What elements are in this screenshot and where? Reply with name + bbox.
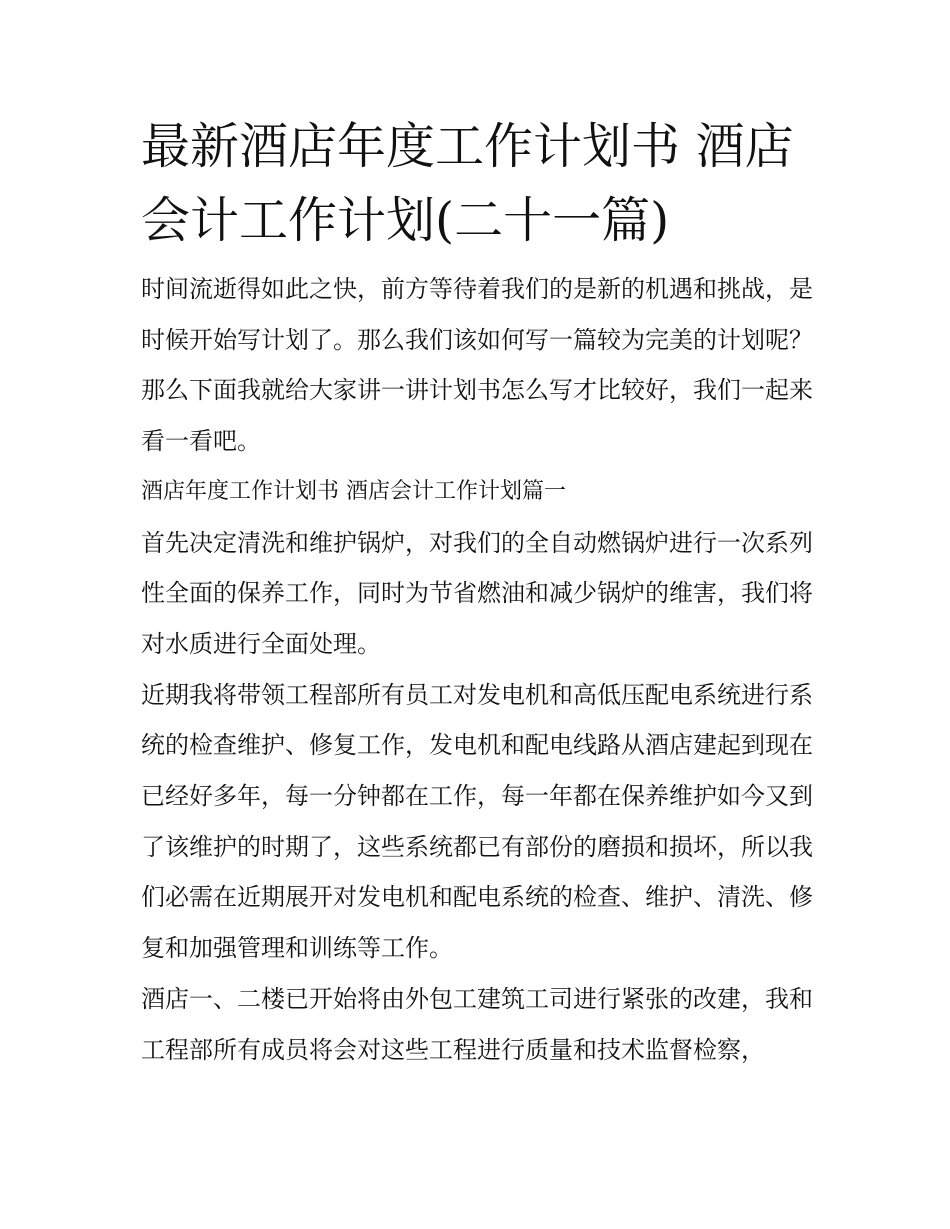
paragraph-boiler: 首先决定清洗和维护锅炉，对我们的全自动燃锅炉进行一次系列性全面的保养工作，同时为节省燃油和减少锅炉的维害，我们将对水质进行全面处理。 [141, 528, 813, 658]
paragraph-generator: 近期我将带领工程部所有员工对发电机和高低压配电系统进行系统的检查维护、修复工作，发电机和配电线路从酒店建起到现在已经好多年，每一分钟都在工作，每一年都在保养维护如今又到了该维护的时期了，这些系统都已有部份的磨损和损坏，所以我们必需在近期展开对发电机和配电系统的检查、维护、清洗、修复和加强管理和训练等工作。 [141, 680, 813, 963]
document-body [141, 264, 813, 1075]
section-heading: 酒店年度工作计划书 酒店会计工作计划篇一 [141, 478, 566, 504]
intro-paragraph: 时间流逝得如此之快，前方等待着我们的是新的机遇和挑战，是时候开始写计划了。那么我们该如何写一篇较为完美的计划呢？那么下面我就给大家讲一讲计划书怎么写才比较好，我们一起来看一看吧。 [141, 275, 813, 456]
document-content [141, 110, 813, 1075]
paragraph-renovation: 酒店一、二楼已开始将由外包工建筑工司进行紧张的改建，我和工程部所有成员将会对这些工程进行质量和技术监督检察， [141, 984, 813, 1064]
document-title: 最新酒店年度工作计划书 酒店会计工作计划(二十一篇) [141, 118, 794, 249]
